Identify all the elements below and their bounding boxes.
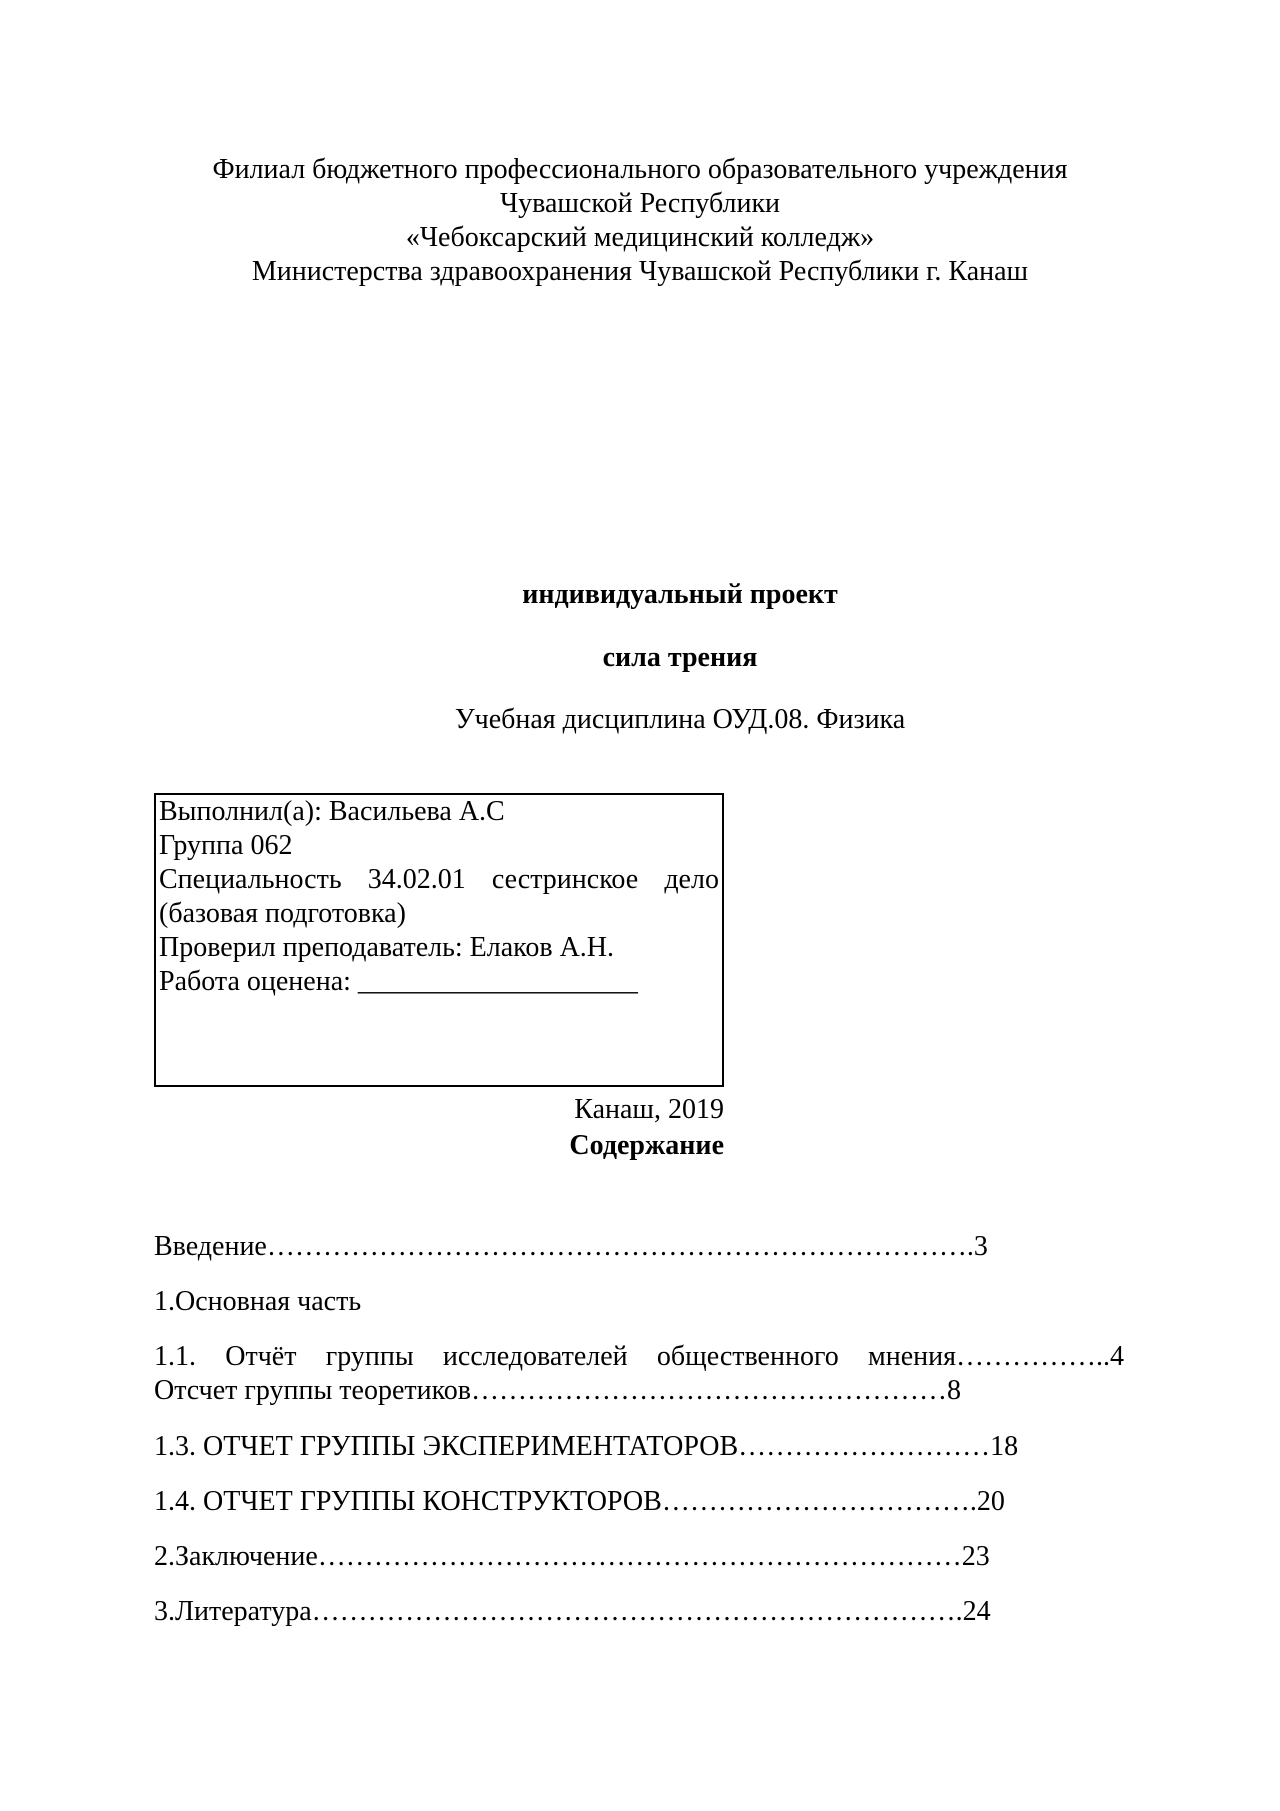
author-line: Выполнил(а): Васильева А.С (159, 796, 505, 827)
toc-1-1-word-5: общественного (656, 1341, 839, 1372)
place-year: Канаш, 2019 (574, 1094, 724, 1125)
specialty-word-1: Специальность (159, 864, 342, 895)
toc-item-theorists: Отсчет группы теоретиков……………………………………………8 (154, 1375, 962, 1406)
project-topic-title: сила трения (602, 642, 758, 673)
group-line: Группа 062 (159, 830, 293, 861)
grade-line: Работа оценена: ____________________ (159, 966, 638, 997)
toc-item-1-3: 1.3. ОТЧЕТ ГРУППЫ ЭКСПЕРИМЕНТАТОРОВ………………………18 (154, 1431, 1019, 1462)
toc-item-1-1 (154, 1340, 1124, 1374)
author-info-box (154, 793, 724, 1087)
header-line-2: Чувашской Республики (499, 188, 781, 219)
specialty-word-3: сестринское (491, 864, 639, 895)
toc-1-1-word-1: 1.1. (154, 1341, 196, 1372)
toc-item-introduction: Введение………………………………………………………………….3 (154, 1231, 988, 1262)
toc-item-conclusion: 2.Заключение……………………………………………………………23 (154, 1541, 990, 1572)
specialty-line (159, 863, 719, 897)
header-line-3: «Чебоксарский медицинский колледж» (405, 222, 875, 253)
checker-line: Проверил преподаватель: Елаков А.Н. (159, 932, 615, 963)
contents-heading: Содержание (569, 1130, 724, 1161)
toc-item-main-part: 1.Основная часть (154, 1286, 362, 1317)
toc-1-1-word-4: исследователей (442, 1341, 628, 1372)
specialty-word-2: 34.02.01 (367, 864, 466, 895)
specialty-continuation: (базовая подготовка) (159, 898, 406, 929)
discipline-line: Учебная дисциплина ОУД.08. Физика (454, 704, 906, 735)
institution-header (0, 153, 1280, 289)
toc-1-1-word-3: группы (325, 1341, 414, 1372)
toc-1-1-word-6: мнения……………..4 (868, 1341, 1124, 1372)
toc-1-1-word-2: Отчёт (225, 1341, 297, 1372)
header-line-4: Министерства здравоохранения Чувашской Республики г. Канаш (251, 256, 1029, 287)
project-type-title: индивидуальный проект (522, 579, 838, 610)
toc-item-1-4: 1.4. ОТЧЕТ ГРУППЫ КОНСТРУКТОРОВ…………………………….20 (154, 1486, 1005, 1517)
header-line-1: Филиал бюджетного профессионального образовательного учреждения (212, 154, 1068, 185)
toc-item-literature: 3.Литература…………………………………………………………….24 (154, 1596, 991, 1627)
specialty-word-4: дело (664, 864, 719, 895)
